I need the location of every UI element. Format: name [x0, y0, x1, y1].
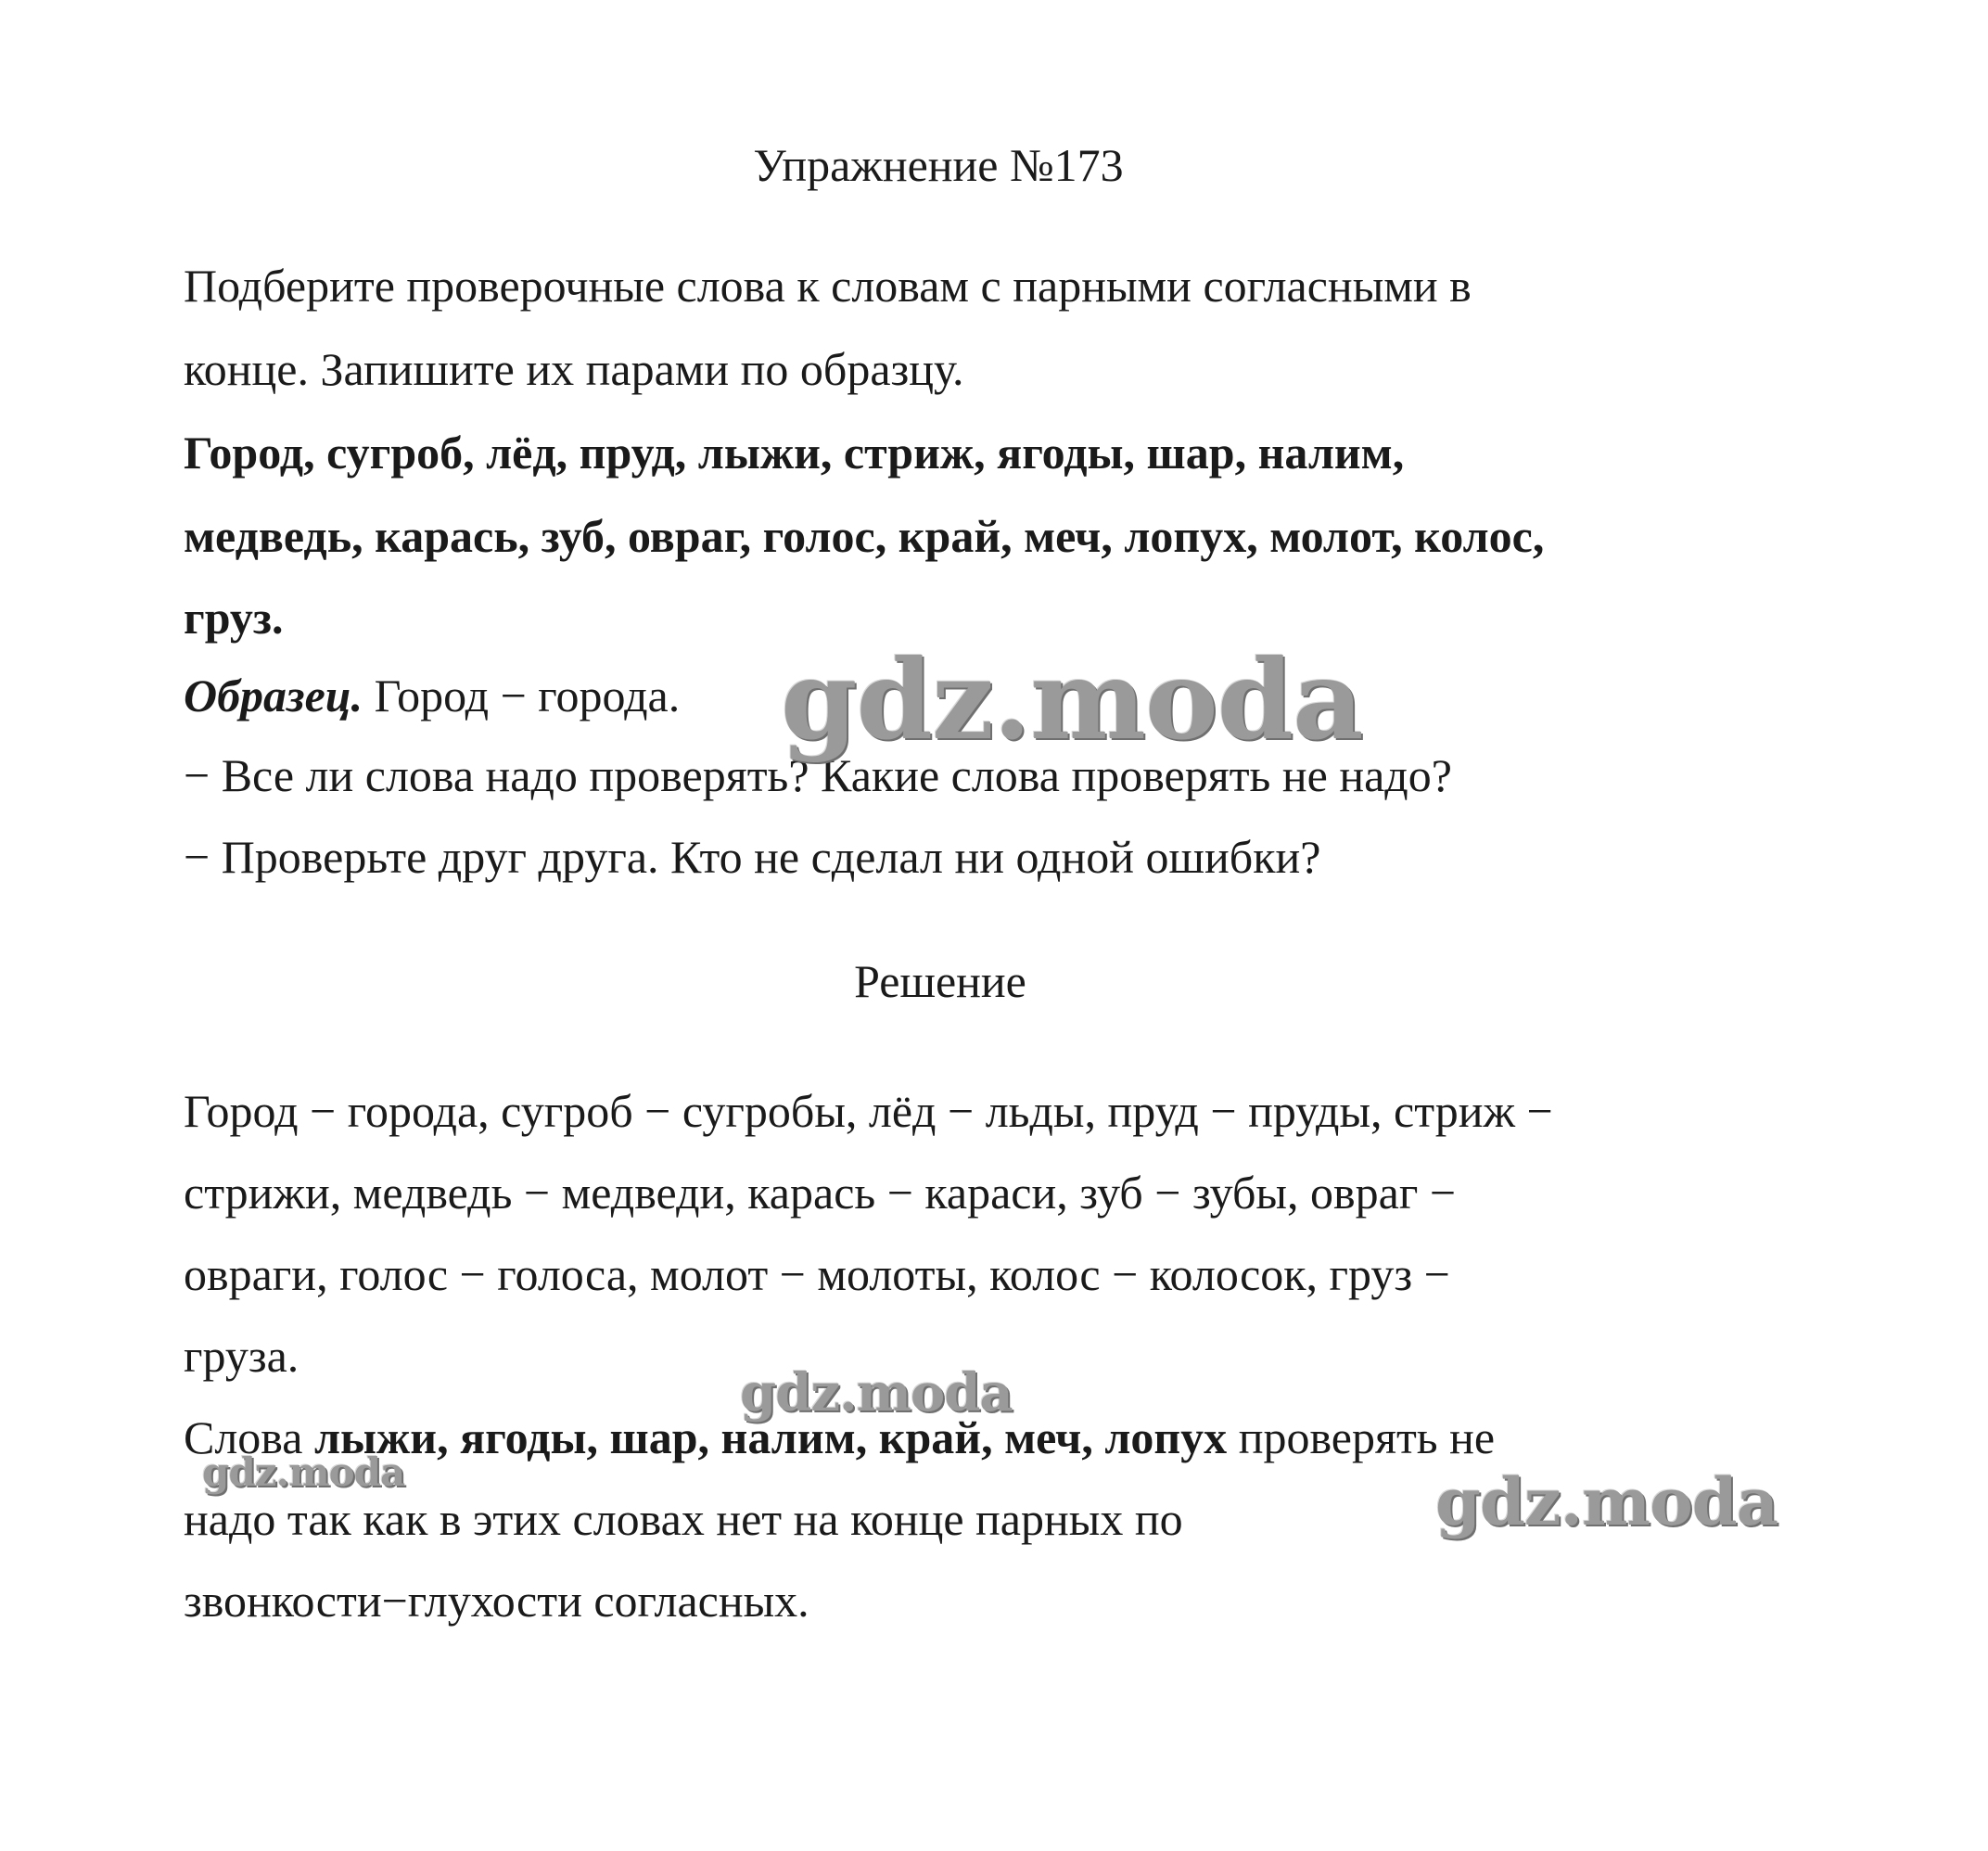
- task-instruction-line-1: Подберите проверочные слова к словам с парными согласными в: [184, 260, 1472, 312]
- solution-title: Решение: [854, 955, 1026, 1007]
- task-question-1: − Все ли слова надо проверять? Какие слова проверять не надо?: [184, 749, 1452, 801]
- page-title: Упражнение №173: [753, 139, 1124, 191]
- solution-line-3: овраги, голос − голоса, молот − молоты, колос − колосок, груз −: [184, 1248, 1450, 1300]
- task-sample: [184, 668, 680, 723]
- watermark-right: gdz.moda: [1435, 1463, 1778, 1540]
- task-words-line-3: груз.: [184, 592, 284, 644]
- solution-line-5-start: Слова: [184, 1411, 314, 1463]
- solution-line-7: звонкости−глухости согласных.: [184, 1575, 809, 1627]
- solution-line-5: [184, 1410, 1495, 1465]
- watermark-middle: gdz.moda: [740, 1362, 1013, 1423]
- sample-label: Образец.: [184, 670, 363, 721]
- solution-unchecked-words: лыжи, ягоды, шар, налим, край, меч, лопух: [313, 1411, 1228, 1463]
- task-words-line-2: медведь, карась, зуб, овраг, голос, край, меч, лопух, молот, колос,: [184, 510, 1545, 562]
- task-question-2: − Проверьте друг друга. Кто не сделал ни одной ошибки?: [184, 831, 1321, 883]
- sample-text: Город − города.: [363, 670, 681, 721]
- watermark-large: gdz.moda: [781, 635, 1363, 764]
- solution-line-2: стрижи, медведь − медведи, карась − караси, зуб − зубы, овраг −: [184, 1167, 1457, 1219]
- watermark-small: gdz.moda: [202, 1449, 405, 1495]
- task-instruction-line-2: конце. Запишите их парами по образцу.: [184, 343, 964, 395]
- solution-line-6: надо так как в этих словах нет на конце парных по: [184, 1493, 1183, 1545]
- solution-line-1: Город − города, сугроб − сугробы, лёд − льды, пруд − пруды, стриж −: [184, 1085, 1553, 1137]
- task-words-line-1: Город, сугроб, лёд, пруд, лыжи, стриж, ягоды, шар, налим,: [184, 427, 1405, 479]
- solution-line-4: груза.: [184, 1330, 299, 1382]
- solution-line-5-end: проверять не: [1227, 1411, 1496, 1463]
